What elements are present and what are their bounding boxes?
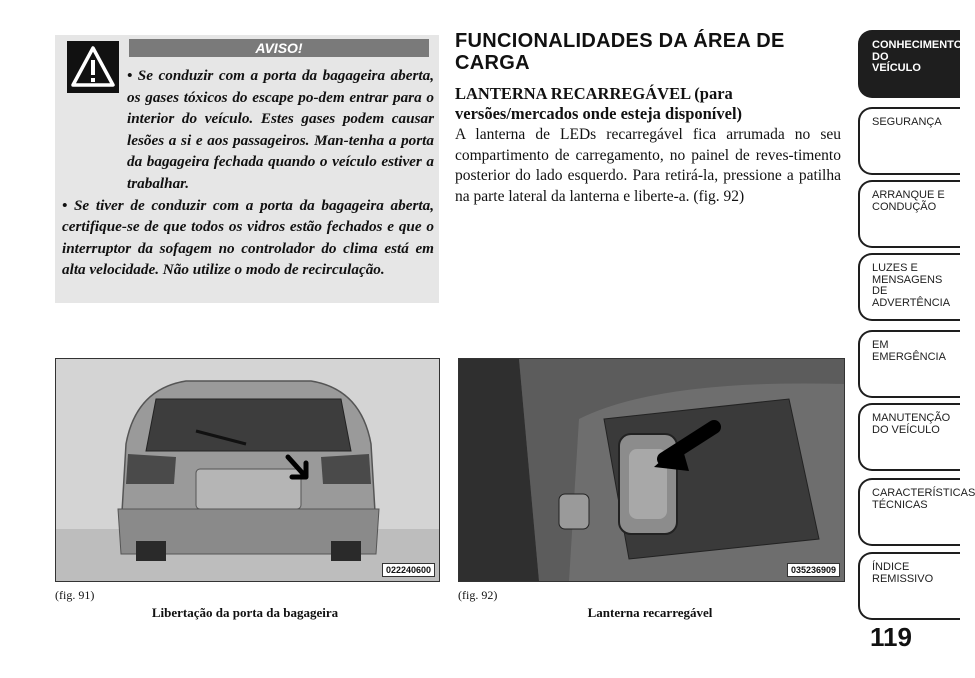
chapter-tab-label: REMISSIVO <box>872 572 934 585</box>
chapter-tab[interactable] <box>858 552 960 620</box>
chapter-tab[interactable] <box>858 253 960 321</box>
chapter-tab[interactable] <box>858 180 960 248</box>
car-rear-illustration <box>56 359 439 581</box>
figure-flashlight <box>458 358 845 582</box>
chapter-tab[interactable] <box>858 403 960 471</box>
chapter-tab-label: ARRANQUE E <box>872 189 945 201</box>
chapter-tab-label: VEÍCULO <box>872 62 921 74</box>
figure-caption: Libertação da porta da bagageira <box>151 605 339 620</box>
warning-paragraph-2: • Se tiver de conduzir com a porta da bagageira aberta, certifique-se de que todos os vidros estão fechados e que o interruptor da sofagem no controlador do clima está em alta velocidade. Não utilize o modo de recirculação. <box>62 196 434 279</box>
chapter-tab-label: TÉCNICAS <box>872 498 928 511</box>
chapter-tab[interactable] <box>858 330 960 398</box>
chapter-tab-label: ADVERTÊNCIA <box>872 296 951 309</box>
chapter-tab-label: ÍNDICE <box>872 561 910 573</box>
page-number: 119 <box>870 622 912 652</box>
warning-text <box>62 65 434 281</box>
chapter-tab[interactable] <box>858 107 960 175</box>
chapter-tab-label: CONDUÇÃO <box>872 200 937 213</box>
chapter-tab-label: CARACTERÍSTICAS <box>872 487 975 499</box>
figure-ref: (fig. 92) <box>458 588 498 602</box>
chapter-tab-label: DO <box>872 50 889 63</box>
section-title: FUNCIONALIDADES DA ÁREA DE CARGA <box>455 30 785 74</box>
figure-ref: (fig. 91) <box>55 588 95 602</box>
chapter-tab-label: CONHECIMENTO <box>872 39 963 51</box>
chapter-tab[interactable] <box>858 478 975 546</box>
chapter-tab[interactable] <box>858 30 963 98</box>
warning-header: AVISO! <box>129 39 429 57</box>
chapter-tab-label: MENSAGENS <box>872 273 943 286</box>
chapter-tab-label: MANUTENÇÃO <box>872 412 951 424</box>
figure-caption: Lanterna recarregável <box>587 605 713 620</box>
chapter-tab-label: LUZES E <box>872 262 918 274</box>
figure-code: 035236909 <box>787 563 840 577</box>
section-subtitle: LANTERNA RECARREGÁVEL (para versões/mercados onde esteja disponível) <box>455 84 743 123</box>
warning-box <box>55 35 439 303</box>
chapter-tab-label: DO VEÍCULO <box>872 423 940 436</box>
chapter-tab-label: EM <box>872 339 889 351</box>
figure-tailgate <box>55 358 440 582</box>
chapter-tab-label: DE <box>872 285 888 297</box>
chapter-tab-label: EMERGÊNCIA <box>872 350 946 363</box>
section-body: A lanterna de LEDs recarregável fica arrumada no seu compartimento de carregamento, no painel de reves-timento posterior do lado esquerdo. Para retirá-la, pressione a patilha na parte lateral da lanterna e liberte-a. (fig. 92) <box>455 126 841 205</box>
flashlight-illustration <box>459 359 844 581</box>
chapter-tab-label: SEGURANÇA <box>872 116 942 128</box>
figure-code: 022240600 <box>382 563 435 577</box>
warning-paragraph-1: • Se conduzir com a porta da bagageira aberta, os gases tóxicos do escape po-dem entrar para o interior do veículo. Estes gases podem causar lesões a si e aos passageiros. Man-tenha a porta da bagageira fechada quando o veículo estiver a trabalhar. <box>127 67 434 192</box>
